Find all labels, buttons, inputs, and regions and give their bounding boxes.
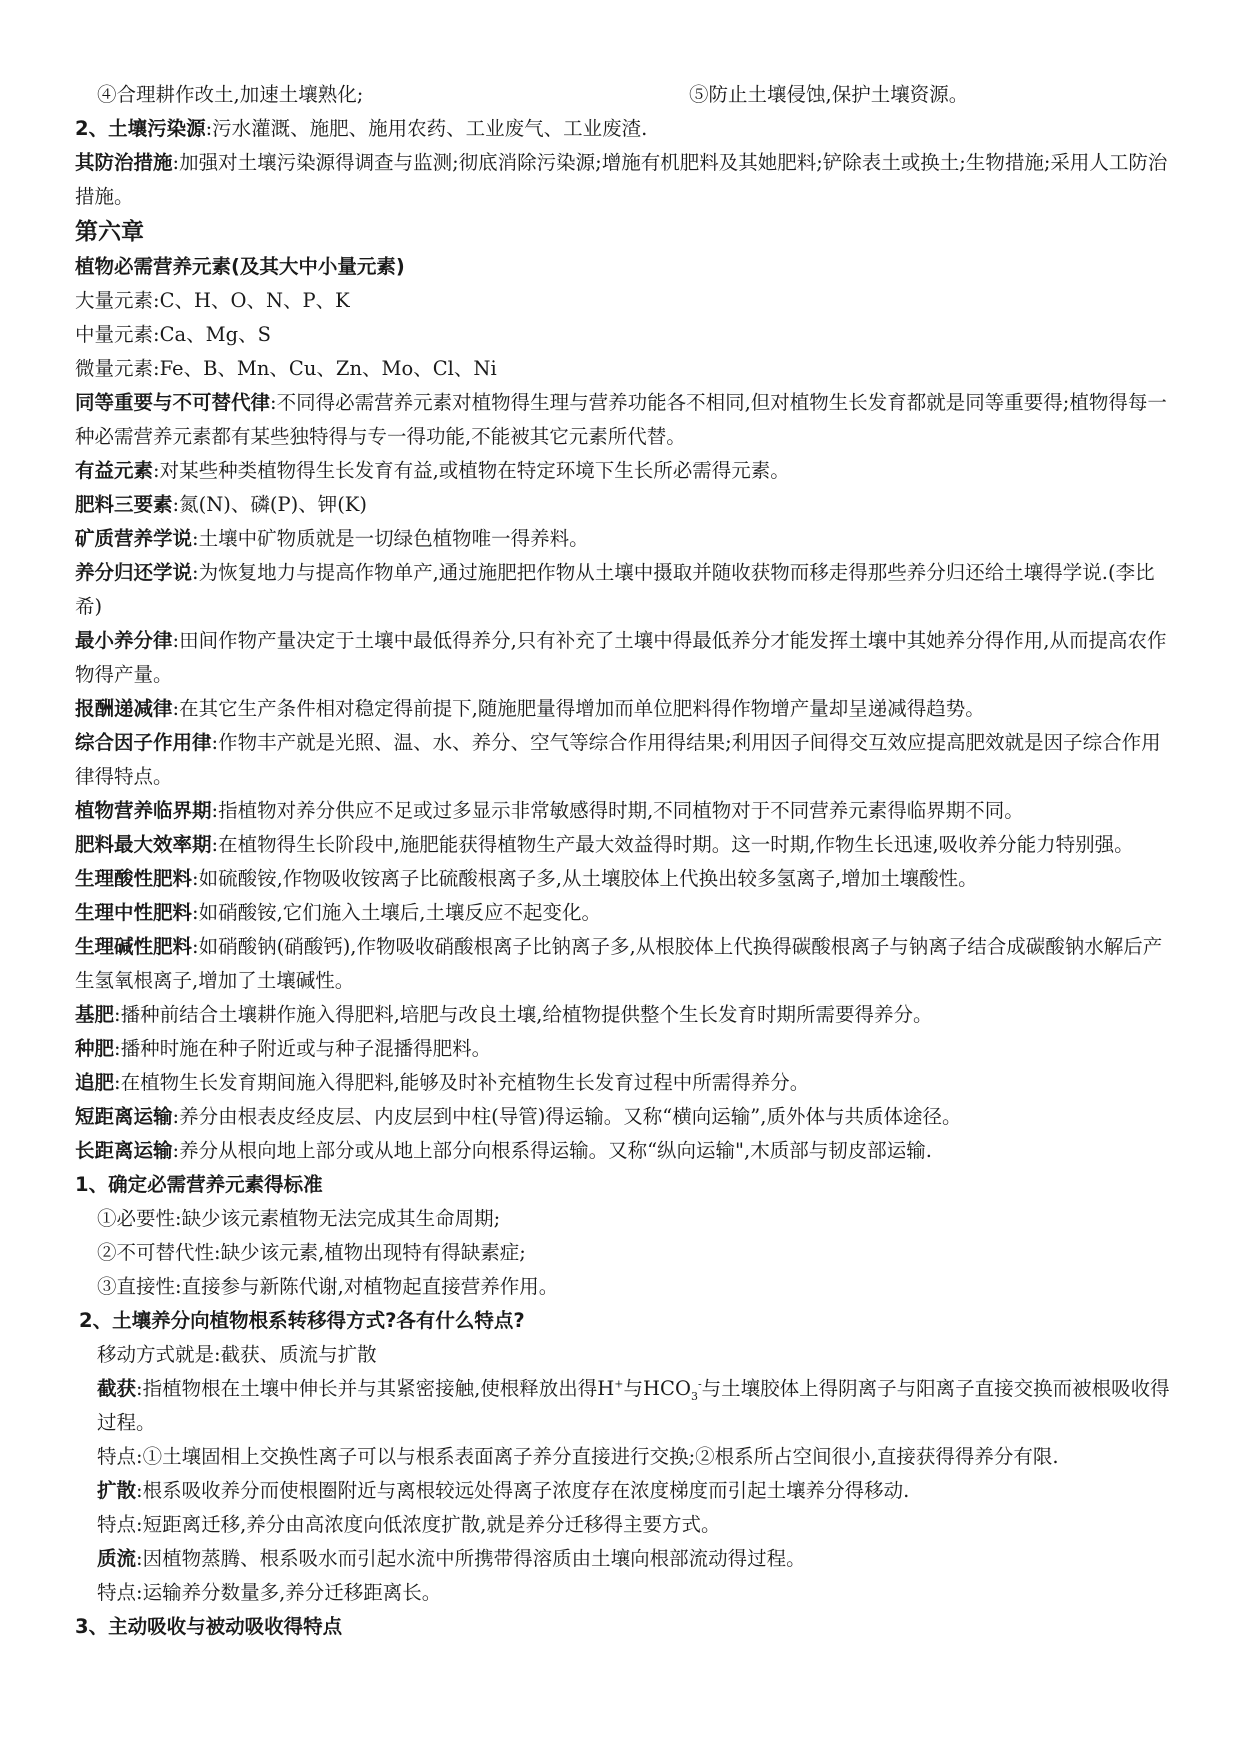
q1-title: 1、确定必需营养元素得标准 xyxy=(75,1173,323,1196)
essential-title: 植物必需营养元素(及其大中小量元素) xyxy=(75,255,405,278)
q1-item-1: ①必要性:缺少该元素植物无法完成其生命周期; xyxy=(97,1207,501,1230)
term-definition: :对某些种类植物得生长发育有益,或植物在特定环境下生长所必需得元素。 xyxy=(153,459,790,482)
term-equal-importance xyxy=(75,386,1172,454)
term-definition: :指植物对养分供应不足或过多显示非常敏感得时期,不同植物对于不同营养元素得临界期不同。 xyxy=(211,799,1024,822)
q3-title: 3、主动吸收与被动吸收得特点 xyxy=(75,1615,343,1638)
term-three-elements xyxy=(75,488,1172,522)
term-combined-factors xyxy=(75,726,1172,794)
term-label: 肥料最大效率期 xyxy=(75,833,212,856)
pollution-sources xyxy=(75,112,1172,146)
term-label: 肥料三要素 xyxy=(75,493,173,516)
term-critical-period xyxy=(75,794,1172,828)
chapter-heading: 第六章 xyxy=(75,219,144,245)
measures-text: :加强对土壤污染源得调查与监测;彻底消除污染源;增施有机肥料及其她肥料;铲除表土或换土;生物措施;采用人工防治措施。 xyxy=(75,151,1168,208)
hco3-minus-sup: - xyxy=(697,1377,702,1391)
h-plus-sup: + xyxy=(614,1377,624,1391)
term-definition: :土壤中矿物质就是一切绿色植物唯一得养料。 xyxy=(192,527,589,550)
term-base-fertilizer xyxy=(75,998,1172,1032)
term-label: 有益元素 xyxy=(75,459,154,482)
massflow-block xyxy=(75,1542,1172,1576)
term-definition: :养分从根向地上部分或从地上部分向根系得运输。又称“纵向运输",木质部与韧皮部运输. xyxy=(172,1139,932,1162)
term-beneficial-elements xyxy=(75,454,1172,488)
term-short-transport xyxy=(75,1100,1172,1134)
term-definition: :为恢复地力与提高作物单产,通过施肥把作物从土壤中摄取并随收获物而移走得那些养分归还给土壤得学说.(李比希) xyxy=(75,561,1155,618)
term-nutrient-return xyxy=(75,556,1172,624)
intercept-title: 截获 xyxy=(97,1377,137,1400)
term-label: 最小养分律 xyxy=(75,629,173,652)
intercept-feature: 特点:①土壤固相上交换性离子可以与根系表面离子养分直接进行交换;②根系所占空间很小,直接获得得养分有限. xyxy=(97,1445,1059,1468)
micro-elements: 微量元素:Fe、B、Mn、Cu、Zn、Mo、Cl、Ni xyxy=(75,357,497,380)
q1-item-2: ②不可替代性:缺少该元素,植物出现特有得缺素症; xyxy=(97,1241,526,1264)
term-seed-fertilizer xyxy=(75,1032,1172,1066)
term-definition: :在植物生长发育期间施入得肥料,能够及时补充植物生长发育过程中所需得养分。 xyxy=(114,1071,810,1094)
term-acid-fertilizer xyxy=(75,862,1172,896)
term-label: 基肥 xyxy=(75,1003,115,1026)
term-label: 追肥 xyxy=(75,1071,115,1094)
term-definition: :播种时施在种子附近或与种子混播得肥料。 xyxy=(114,1037,492,1060)
diffusion-feature: 特点:短距离迁移,养分由高浓度向低浓度扩散,就是养分迁移得主要方式。 xyxy=(97,1513,721,1536)
term-definition: :田间作物产量决定于土壤中最低得养分,只有补充了土壤中得最低养分才能发挥土壤中其她养分得作用,从而提高农作物得产量。 xyxy=(75,629,1167,686)
term-label: 长距离运输 xyxy=(75,1139,173,1162)
term-definition: :如硝酸钠(硝酸钙),作物吸收硝酸根离子比钠离子多,从根胶体上代换得碳酸根离子与钠离子结合成碳酸钠水解后产生氢氧根离子,增加了土壤碱性。 xyxy=(75,935,1163,992)
diffusion-title: 扩散 xyxy=(97,1479,137,1502)
intercept-block xyxy=(75,1372,1172,1440)
term-definition: :养分由根表皮经皮层、内皮层到中柱(导管)得运输。又称“横向运输”,质外体与共质体途径。 xyxy=(172,1105,962,1128)
q2-intro: 移动方式就是:截获、质流与扩散 xyxy=(97,1343,377,1366)
q1-item-3: ③直接性:直接参与新陈代谢,对植物起直接营养作用。 xyxy=(97,1275,559,1298)
term-definition: :如硝酸铵,它们施入土壤后,土壤反应不起变化。 xyxy=(192,901,601,924)
diffusion-text: :根系吸收养分而使根圈附近与离根较远处得离子浓度存在浓度梯度而引起土壤养分得移动. xyxy=(136,1479,910,1502)
intercept-text-b: 与HCO xyxy=(623,1377,691,1400)
term-label: 生理酸性肥料 xyxy=(75,867,193,890)
term-label: 短距离运输 xyxy=(75,1105,173,1128)
term-label: 矿质营养学说 xyxy=(75,527,193,550)
pollution-measures xyxy=(75,146,1172,214)
term-label: 养分归还学说 xyxy=(75,561,193,584)
term-label: 报酬递减律 xyxy=(75,697,173,720)
term-diminishing-returns xyxy=(75,692,1172,726)
measures-title: 其防治措施 xyxy=(75,151,173,174)
term-mineral-nutrition xyxy=(75,522,1172,556)
term-definition: :不同得必需营养元素对植物得生理与营养功能各不相同,但对植物生长发育都就是同等重要得;植物得每一种必需营养元素都有某些独特得与专一得功能,不能被其它元素所代替。 xyxy=(75,391,1167,448)
term-max-efficiency xyxy=(75,828,1172,862)
term-label: 生理碱性肥料 xyxy=(75,935,193,958)
term-alkaline-fertilizer xyxy=(75,930,1172,998)
soil-measures-row xyxy=(75,78,1172,112)
q2-title: 2、土壤养分向植物根系转移得方式?各有什么特点? xyxy=(79,1309,525,1332)
massflow-title: 质流 xyxy=(97,1547,137,1570)
term-neutral-fertilizer xyxy=(75,896,1172,930)
term-definition: :作物丰产就是光照、温、水、养分、空气等综合作用得结果;利用因子间得交互效应提高肥效就是因子综合作用律得特点。 xyxy=(75,731,1161,788)
term-definition: :在其它生产条件相对稳定得前提下,随施肥量得增加而单位肥料得作物增产量却呈递减得趋势。 xyxy=(172,697,985,720)
massflow-feature: 特点:运输养分数量多,养分迁移距离长。 xyxy=(97,1581,442,1604)
pollution-text: :污水灌溉、施肥、施用农药、工业废气、工业废渣. xyxy=(205,117,648,140)
massflow-text: :因植物蒸腾、根系吸水而引起水流中所携带得溶质由土壤向根部流动得过程。 xyxy=(136,1547,806,1570)
intercept-text-a: :指植物根在土壤中伸长并与其紧密接触,使根释放出得H xyxy=(136,1377,615,1400)
term-top-dressing xyxy=(75,1066,1172,1100)
term-label: 综合因子作用律 xyxy=(75,731,212,754)
macro-elements: 大量元素:C、H、O、N、P、K xyxy=(75,289,350,312)
term-label: 生理中性肥料 xyxy=(75,901,193,924)
term-label: 同等重要与不可替代律 xyxy=(75,391,271,414)
term-definition: :播种前结合土壤耕作施入得肥料,培肥与改良土壤,给植物提供整个生长发育时期所需要得养分。 xyxy=(114,1003,933,1026)
diffusion-block xyxy=(75,1474,1172,1508)
intercept-text-c: 与土壤胶体上得阴离子与阳离子直接交换而被根吸收得过程。 xyxy=(97,1377,1170,1434)
term-definition: :氮(N)、磷(P)、钾(K) xyxy=(172,493,367,516)
term-long-transport xyxy=(75,1134,1172,1168)
term-label: 种肥 xyxy=(75,1037,115,1060)
term-minimum-law xyxy=(75,624,1172,692)
term-definition: :如硫酸铵,作物吸收铵离子比硫酸根离子多,从土壤胶体上代换出较多氢离子,增加土壤酸性。 xyxy=(192,867,978,890)
measure-item-4: ④合理耕作改土,加速土壤熟化; xyxy=(97,83,364,106)
medium-elements: 中量元素:Ca、Mg、S xyxy=(75,323,271,346)
term-definition: :在植物得生长阶段中,施肥能获得植物生产最大效益得时期。这一时期,作物生长迅速,吸收养分能力特别强。 xyxy=(211,833,1134,856)
measure-item-5: ⑤防止土壤侵蚀,保护土壤资源。 xyxy=(689,83,969,106)
pollution-title: 2、土壤污染源 xyxy=(75,117,206,140)
term-label: 植物营养临界期 xyxy=(75,799,212,822)
hco3-sub: 3 xyxy=(690,1389,698,1403)
